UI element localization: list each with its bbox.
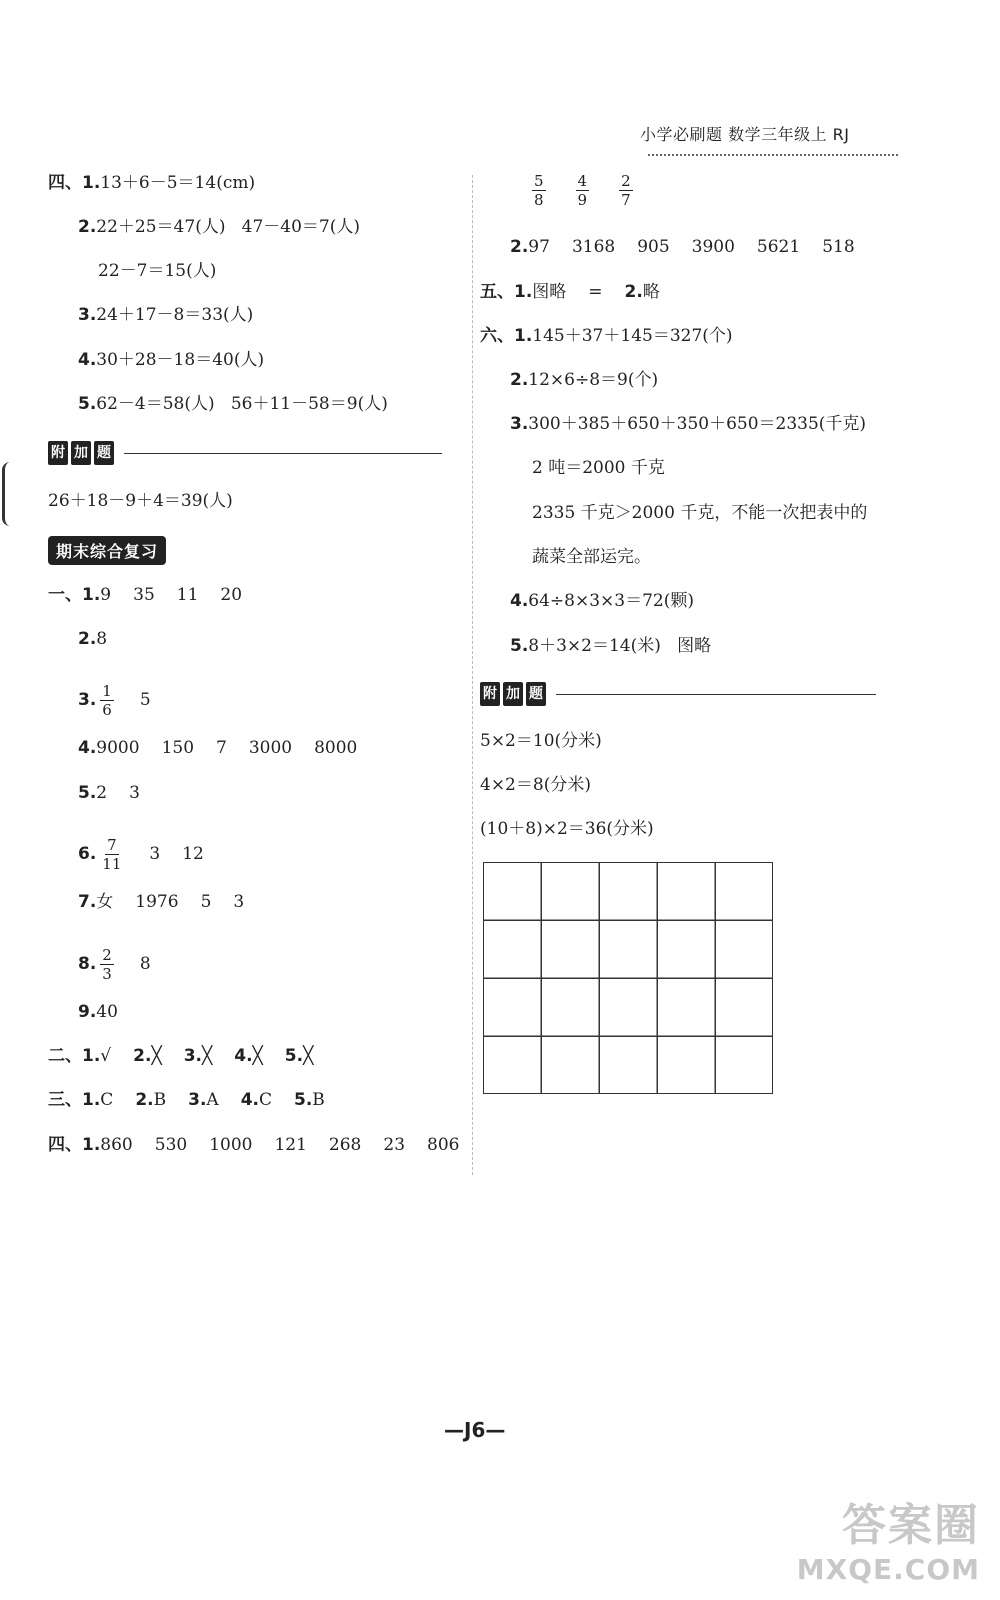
final-review-tag: 期末综合复习 (48, 536, 166, 565)
fraction: $\frac{5}{8}$ (534, 172, 544, 209)
fraction: $\frac{2}{3}$ (102, 946, 112, 983)
answer-6-2: 2.12×6÷8＝9(个) (510, 370, 659, 390)
answer-4-3: 3.24＋17－8＝33(人) (78, 305, 254, 325)
bonus-answer-2: 4×2＝8(分米) (480, 775, 591, 795)
review-1-1: 一、1.9 35 11 20 (48, 585, 243, 605)
answer-4-2: 2.22＋25＝47(人) 47－40＝7(人) (78, 217, 361, 237)
fraction: $\frac{2}{7}$ (621, 172, 631, 209)
review-1-9: 9.40 (78, 1002, 118, 1022)
review-2: 二、1.√ 2.╳ 3.╳ 4.╳ 5.╳ (48, 1046, 314, 1066)
book-header: 小学必刷题 数学三年级上 RJ (640, 125, 850, 144)
square-grid-diagram (483, 862, 773, 1094)
fraction: $\frac{4}{9}$ (577, 172, 588, 209)
answer-4-2-cont: 22－7＝15(人) (98, 261, 217, 281)
page-number: —J6— (444, 1418, 506, 1442)
fractions-row (528, 172, 637, 209)
review-3: 三、1.C 2.B 3.A 4.C 5.B (48, 1090, 325, 1110)
header-dotted-rule (648, 154, 898, 156)
bonus-rule-right (556, 694, 876, 696)
answer-5: 五、1.图略 = 2.略 (480, 282, 660, 302)
answer-6-4: 4.64÷8×3×3＝72(颗) (510, 591, 695, 611)
bonus-tag-left: 附 加 题 (48, 441, 114, 465)
bonus-answer-1: 5×2＝10(分米) (480, 731, 602, 751)
review-1-7: 7.女 1976 5 3 (78, 892, 245, 912)
answer-6-3-line2: 2 吨＝2000 千克 (532, 458, 665, 478)
bonus-tag-right: 附 加 题 (480, 682, 546, 706)
review-1-6: 6. $\frac{7}{11}$ 3 12 (78, 836, 204, 873)
answer-4-4: 4.30＋28－18＝40(人) (78, 350, 265, 370)
fraction: $\frac{7}{11}$ (102, 836, 122, 873)
margin-bracket (2, 462, 15, 526)
review-1-3: 3. $\frac{1}{6}$ 5 (78, 682, 151, 719)
fraction: $\frac{1}{6}$ (102, 682, 112, 719)
answer-6-3-line3: 2335 千克＞2000 千克，不能一次把表中的 (532, 503, 868, 523)
bonus-rule-left (124, 453, 442, 455)
answer-6-3: 3.300＋385＋650＋350＋650＝2335(千克) (510, 414, 867, 434)
answer-6-1: 六、1.145＋37＋145＝327(个) (480, 326, 733, 346)
answer-4-1: 四、1.13＋6－5＝14(cm) (48, 173, 256, 193)
answer-6-3-line4: 蔬菜全部运完。 (532, 547, 651, 567)
review-4: 四、1.860 530 1000 121 268 23 806 (48, 1135, 460, 1155)
review-1-4: 4.9000 150 7 3000 8000 (78, 738, 358, 758)
watermark-logo: 答案圈 MXQE.COM (796, 1500, 980, 1586)
bonus-answer-left: 26＋18－9＋4＝39(人) (48, 491, 233, 511)
answer-r2: 2.97 3168 905 3900 5621 518 (510, 237, 855, 257)
answer-6-5: 5.8＋3×2＝14(米) 图略 (510, 636, 712, 656)
review-1-8: 8. $\frac{2}{3}$ 8 (78, 946, 151, 983)
column-divider (472, 175, 474, 1175)
answer-4-5: 5.62－4＝58(人) 56＋11－58＝9(人) (78, 394, 388, 414)
review-1-5: 5.2 3 (78, 783, 140, 803)
review-1-2: 2.8 (78, 629, 108, 649)
bonus-answer-3: (10＋8)×2＝36(分米) (480, 819, 654, 839)
